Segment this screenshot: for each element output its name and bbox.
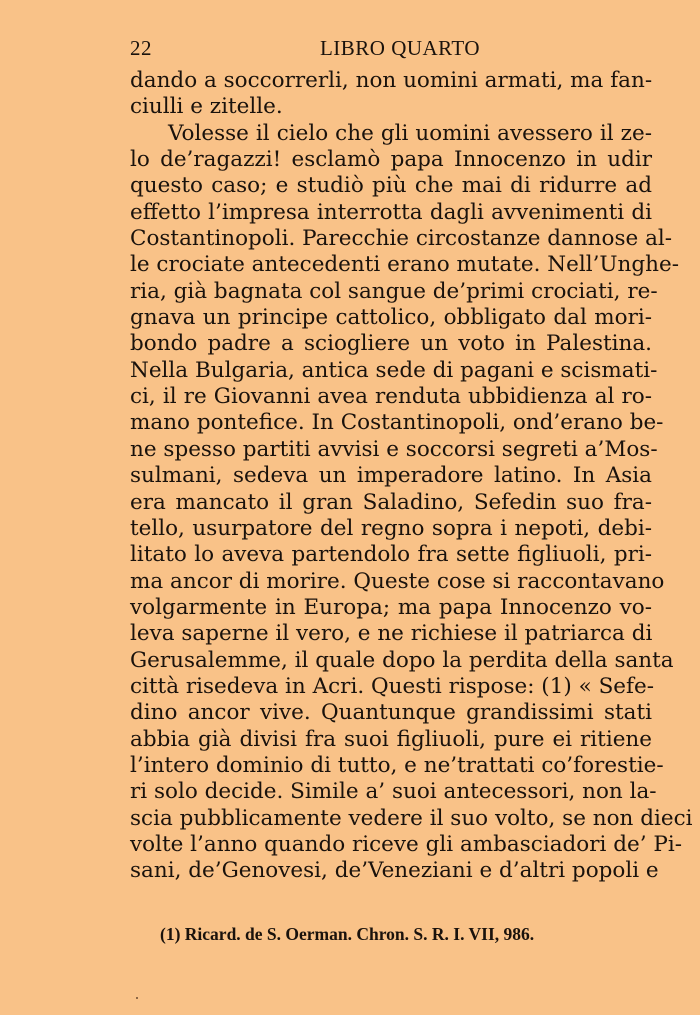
text-line: mano pontefice. In Costantinopoli, ond’erano be- <box>130 410 664 436</box>
text-line: volte l’anno quando riceve gli ambasciadori de’ Pi- <box>130 831 682 857</box>
text-line: bondo padre a sciogliere un voto in Palestina. <box>130 331 652 357</box>
text-line: Nella Bulgaria, antica sede di pagani e scismati- <box>130 357 658 383</box>
running-head <box>130 36 652 62</box>
text-line: sulmani, sedeva un imperadore latino. In Asia <box>130 463 652 489</box>
text-line: leva saperne il vero, e ne richiese il patriarca di <box>130 621 653 647</box>
text-line: Volesse il cielo che gli uomini avessero il ze- <box>168 120 652 146</box>
text-line: Costantinopoli. Parecchie circostanze dannose al- <box>130 226 673 252</box>
text-line: ci, il re Giovanni avea renduta ubbidienza al ro- <box>130 384 652 410</box>
text-line: dando a soccorrerli, non uomini armati, ma fan- <box>130 68 653 93</box>
text-line: ma ancor di morire. Queste cose si raccontavano <box>130 568 665 594</box>
text-line: ria, già bagnata col sangue de’primi crociati, re- <box>130 278 658 304</box>
footnote: (1) Ricard. de S. Oerman. Chron. S. R. I. VII, 986. <box>160 924 535 944</box>
text-line: era mancato il gran Saladino, Sefedin suo fra- <box>130 489 652 515</box>
text-line: ne spesso partiti avvisi e soccorsi segreti a’Mos- <box>130 436 658 462</box>
text-line: abbia già divisi fra suoi figliuoli, pure ei ritiene <box>130 726 652 752</box>
text-line: l’intero dominio di tutto, e ne’trattati co’forestie- <box>130 752 664 778</box>
text-line: le crociate antecedenti erano mutate. Nell’Unghe- <box>130 252 679 278</box>
text-line: volgarmente in Europa; ma papa Innocenzo vo- <box>130 594 652 620</box>
running-title: LIBRO QUARTO <box>319 36 481 60</box>
text-line: ciulli e zitelle. <box>130 94 283 120</box>
page-number: 22 <box>130 36 152 60</box>
text-line: tello, usurpatore del regno sopra i nepoti, debi- <box>130 515 652 541</box>
text-line: scia pubblicamente vedere il suo volto, se non dieci <box>130 805 693 831</box>
text-line: dino ancor vive. Quantunque grandissimi stati <box>130 700 652 726</box>
text-line: città risedeva in Acri. Questi rispose: (1) « Sefe- <box>130 673 654 699</box>
text-line: litato lo aveva partendolo fra sette figliuoli, pri- <box>130 542 652 568</box>
text-line: Gerusalemme, il quale dopo la perdita della santa <box>130 647 674 673</box>
text-line: gnava un principe cattolico, obbligato dal mori- <box>130 305 652 331</box>
text-line: lo de’ragazzi! esclamò papa Innocenzo in udir <box>130 147 652 173</box>
text-line: questo caso; e studiò più che mai di ridurre ad <box>130 173 652 199</box>
body-text <box>130 68 693 885</box>
text-line: sani, de’Genovesi, de’Veneziani e d’altri popoli e <box>130 858 659 884</box>
text-line: effetto l’impresa interrotta dagli avvenimenti di <box>130 199 652 225</box>
paper-speck <box>136 997 138 999</box>
text-line: ri solo decide. Simile a’ suoi antecessori, non la- <box>130 779 657 805</box>
